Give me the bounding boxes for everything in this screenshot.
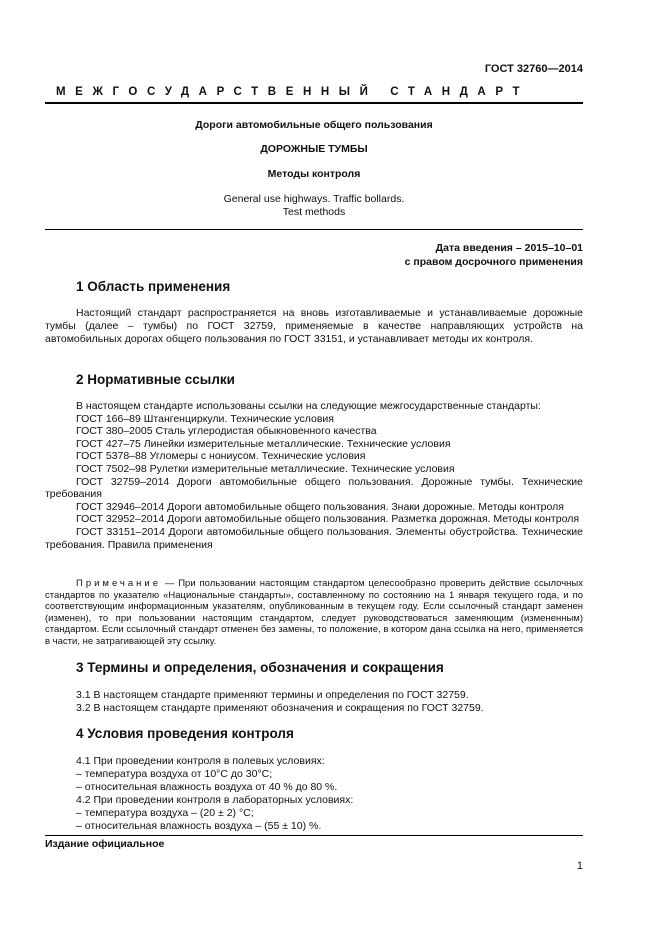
reference-item: ГОСТ 32946–2014 Дороги автомобильные общего пользования. Знаки дорожные. Методы контроля: [76, 500, 564, 513]
reference-item: ГОСТ 427–75 Линейки измерительные металлические. Технические условия: [76, 437, 451, 450]
title-rule: [45, 229, 583, 230]
clause-4-2-item: – относительная влажность воздуха – (55 ± 10) %.: [76, 820, 322, 832]
clause-4-1-item: – относительная влажность воздуха от 40 % до 80 %.: [76, 781, 338, 793]
reference-item: ГОСТ 7502–98 Рулетки измерительные металлические. Технические условия: [76, 462, 455, 475]
section-4-heading: 4 Условия проведения контроля: [76, 726, 294, 741]
reference-item: ГОСТ 32759–2014 Дороги автомобильные общего пользования. Дорожные тумбы. Технические требования: [45, 475, 583, 501]
section-3-heading: 3 Термины и определения, обозначения и сокращения: [76, 660, 444, 675]
reference-item: ГОСТ 5378–88 Угломеры с нониусом. Технические условия: [76, 450, 366, 463]
interstate-standard-banner: МЕЖГОСУДАРСТВЕННЫЙ СТАНДАРТ: [56, 86, 530, 98]
references-list: [45, 400, 583, 551]
title-line-3: Методы контроля: [267, 168, 361, 180]
clause-3-2: 3.2 В настоящем стандарте применяют обозначения и сокращения по ГОСТ 32759.: [76, 702, 484, 714]
introduction-date: [405, 241, 583, 269]
clause-4-1-item: – температура воздуха от 10°С до 30°С;: [76, 768, 273, 780]
reference-item: ГОСТ 33151–2014 Дороги автомобильные общего пользования. Элементы обустройства. Технические требования. Правила применения: [45, 525, 583, 551]
section-4-body: [45, 755, 583, 833]
note-label: Примечание: [76, 578, 161, 589]
footer-rule: [45, 835, 583, 836]
clause-4-2-item: – температура воздуха – (20 ± 2) °С;: [76, 807, 254, 819]
note-paragraph: [45, 578, 583, 648]
english-title-line-1: General use highways. Traffic bollards.: [223, 193, 405, 205]
title-line-1: Дороги автомобильные общего пользования: [195, 119, 433, 131]
clause-4-2: 4.2 При проведении контроля в лабораторных условиях:: [76, 794, 354, 806]
reference-item: ГОСТ 32952–2014 Дороги автомобильные общего пользования. Разметка дорожная. Методы контроля: [76, 513, 580, 526]
section-1-heading: 1 Область применения: [76, 279, 231, 294]
reference-item: ГОСТ 166–89 Штангенциркули. Технические условия: [76, 412, 334, 425]
title-line-2: ДОРОЖНЫЕ ТУМБЫ: [260, 143, 368, 155]
clause-4-1: 4.1 При проведении контроля в полевых условиях:: [76, 755, 325, 767]
introduction-date-text: Дата введения – 2015–10–01: [435, 242, 583, 254]
clause-3-1: 3.1 В настоящем стандарте применяют термины и определения по ГОСТ 32759.: [76, 689, 469, 701]
early-application-text: с правом досрочного применения: [404, 256, 583, 268]
section-3-body: [45, 689, 583, 715]
english-title-line-2: Test methods: [282, 206, 346, 218]
top-rule: [45, 102, 583, 104]
section-2-heading: 2 Нормативные ссылки: [76, 372, 235, 387]
reference-item: ГОСТ 380–2005 Сталь углеродистая обыкновенного качества: [76, 425, 377, 438]
document-code: ГОСТ 32760—2014: [484, 63, 583, 75]
official-edition-label: Издание официальное: [45, 838, 165, 850]
references-intro: В настоящем стандарте использованы ссылки на следующие межгосударственные стандарты:: [76, 400, 541, 412]
section-1-text: Настоящий стандарт распространяется на вновь изготавливаемые и устанавливаемые дорожные тумбы (далее – тумбы) по ГОСТ 32759, применяемые в качестве направляющих устройств на автомобильных дорогах общего пользования по ГОСТ 33151, и устанавливает методы их контроля.: [45, 307, 583, 345]
page-number: 1: [576, 860, 583, 872]
english-title: [45, 193, 583, 219]
note-text: — При пользовании настоящим стандартом целесообразно проверить действие ссылочных стандартов по указателю «Национальные стандарты», составленному по состоянию на 1 января текущего года, и по соответствующим информационным указателям, опубликованным в текущем году. Если ссылочный стандарт заменен (изменен), то при пользовании настоящим стандартом, следует руководствоваться заменяющим (измененным) стандартом. Если ссылочный стандарт отменен без замены, то положение, в котором дана ссылка на него, применяется в части, не затрагивающей эту ссылку.: [45, 578, 583, 647]
